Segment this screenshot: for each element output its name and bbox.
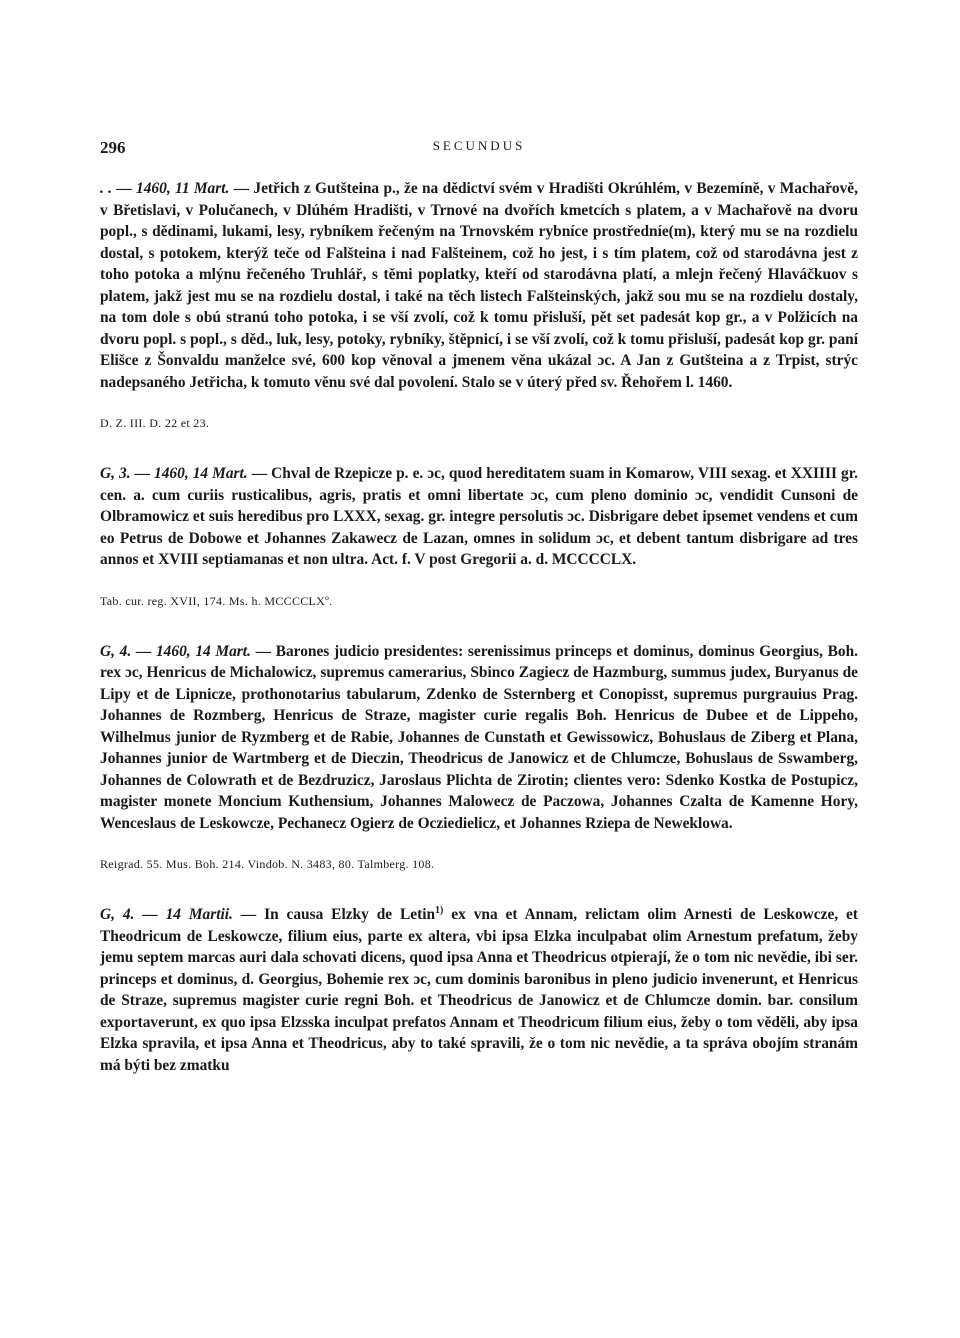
footnote-mark[interactable]: 1) bbox=[435, 904, 444, 916]
entry-date-ref: . . — 1460, 11 Mart. bbox=[100, 180, 230, 197]
entry-date-ref: G, 4. — 1460, 14 Mart. bbox=[100, 642, 251, 660]
entry-date-ref: G, 3. — 1460, 14 Mart. bbox=[100, 465, 248, 482]
entry-elzka bbox=[100, 904, 858, 1076]
entry-citation: D. Z. III. D. 22 et 23. bbox=[100, 416, 210, 430]
document-page bbox=[100, 130, 858, 1076]
entry-chval bbox=[100, 463, 858, 609]
entry-citation: Reigrad. 55. Mus. Boh. 214. Vindob. N. 3483, 80. Talmberg. 108. bbox=[100, 857, 435, 871]
entry-text bbox=[100, 178, 858, 393]
entry-text bbox=[100, 904, 858, 1076]
entry-date-ref: G, 4. — 14 Martii. bbox=[100, 906, 233, 923]
entry-barones bbox=[100, 641, 858, 873]
page-header bbox=[100, 130, 858, 164]
entry-content: — Barones judicio presidentes: serenissimus princeps et dominus, dominus Georgius, Boh. rex ɔc, Henricus de Michalowicz, supremus camerarius, Sbinco Zagiecz de Hazmburg, summus judex, Buryanus de Lipy et de Lipnicze, prothonotarius tabularum, Zdenko de Ssternberg et Conopisst, supremus purgrauius Prag. Johannes de Rozmberg, Henricus de Straze, magister curie regalis Boh. Henricus de Dubee et de Lippeho, Wilhelmus junior de Ryzmberg et de Rabie, Johannes de Cunstath et Gewissowicz, Bohuslaus de Ziberg et Plana, Johannes junior de Wartmberg et de Dieczin, Theodricus de Janowicz et de Chlumcze, Bohuslaus de Sswamberg, Johannes de Colowrath et de Bezdruzicz, Jaroslaus Plichta de Zirotin; clientes vero: Sdenko Kostka de Postupicz, magister monete Moncium Kuthensium, Johannes Malowecz de Paczowa, Johannes Czalta de Kamenne Hory, Wenceslaus de Leskowcze, Pechanecz Ogierz de Ocziedielicz, et Johannes Rziepa de Neweklowa. bbox=[100, 642, 858, 832]
entry-content: — Chval de Rzepicze p. e. ɔc, quod hereditatem suam in Komarow, VIII sexag. et XXIIII gr. cen. a. cum curiis rusticalibus, agris, pratis et omni libertate ɔc, cum pleno dominio ɔc, vendidit Cunsoni de Olbramowicz et suis heredibus pro LXXX, sexag. gr. integre persolutis ɔc. Disbrigare debet ipsemet vendens et cum eo Petrus de Dobowe et Johannes Zakawecz de Lazan, omnes in solidum ɔc, et debent tantum disbrigare ad tres annos et XVIII septiamanas et non ultra. Act. f. V post Gregorii a. d. MCCCCLX. bbox=[100, 465, 858, 568]
page-number: 296 bbox=[100, 138, 126, 157]
entry-content: ex vna et Annam, relictam olim Arnesti de Leskowcze, et Theodricum de Leskowcze, filium eius, parte ex altera, vbi ipsa Elzka inculpabat olim Arnestum prefatum, žeby jemu septem marcas auri dala schovati dicens, quod ipsa Anna et Theodricus otpierají, že o tom nic nevědie, ibi ser. princeps et dominus, d. Georgius, Bohemie rex ɔc, cum dominis baronibus in pleno judicio invenerunt, et Henricus de Straze, supremus magister curie regni Boh. et Theodricus de Janowicz et de Chlumcze domin. bar. consilum exportaverunt, ex quo ipsa Elzsska inculpat prefatos Annam et Theodricum filium eius, žeby o tom věděli, aby ipsa Elzka spravila, et ipsa Anna et Theodricus, aby to také spravili, že o tom nic nevědie, a ta správa obojím stranám má býti bez zmatku bbox=[100, 906, 858, 1074]
entry-citation: Tab. cur. reg. XVII, 174. Ms. h. MCCCCLXº. bbox=[100, 593, 333, 608]
entry-content: — Jetřich z Gutšteina p., že na dědictví svém v Hradišti Okrúhlém, v Bezemíně, v Machařově, v Břetislavi, v Polučanech, v Dlúhém Hradišti, v Trnové na dvořích kmetcích s platem, a v Machařově na dvoru popl., s dědinami, lukami, lesy, rybníkem řečeným na Trnovském rybníce prostředníe(m), který mu se na rozdielu dostal, s potokem, kterýž teče od Falšteina i nad Falšteinem, což ho jest, i s tím platem, což od starodávna jest z toho potoka a mlýnu řečeného Truhlář, s těmi poplatky, kteří od starodávna platí, a mlejn řečený Hlaváčkuov s platem, jakž jest mu se na rozdielu dostal, i také na těch listech Falšteinských, jakž sou mu se na rozdielu dostaly, na tom dole s obú stranú toho potoka, i se vší zvolí, což k tomu přisluší, pět set padesát kop gr., a v Polžicích na dvoru popl. s popl., s děd., luk, lesy, potoky, rybníky, štěpnicí, i se vší zvolí, což k tomu přisluší, padesát kop gr. paní Elišce z Šonvaldu manželce své, 600 kop věnoval a jmenem věna ukázal ɔc. A Jan z Gutšteina a z Trpist, strýc nadepsaného Jetřicha, k tomuto věnu své dal povolení. Stalo se v úterý před sv. Řehořem l. 1460. bbox=[100, 180, 858, 391]
entry-jetrich bbox=[100, 178, 858, 431]
entry-text bbox=[100, 641, 858, 835]
running-head: SECUNDUS bbox=[432, 138, 526, 153]
entry-content-before-note: — In causa Elzky de Letin bbox=[232, 906, 436, 923]
entry-text bbox=[100, 463, 858, 571]
